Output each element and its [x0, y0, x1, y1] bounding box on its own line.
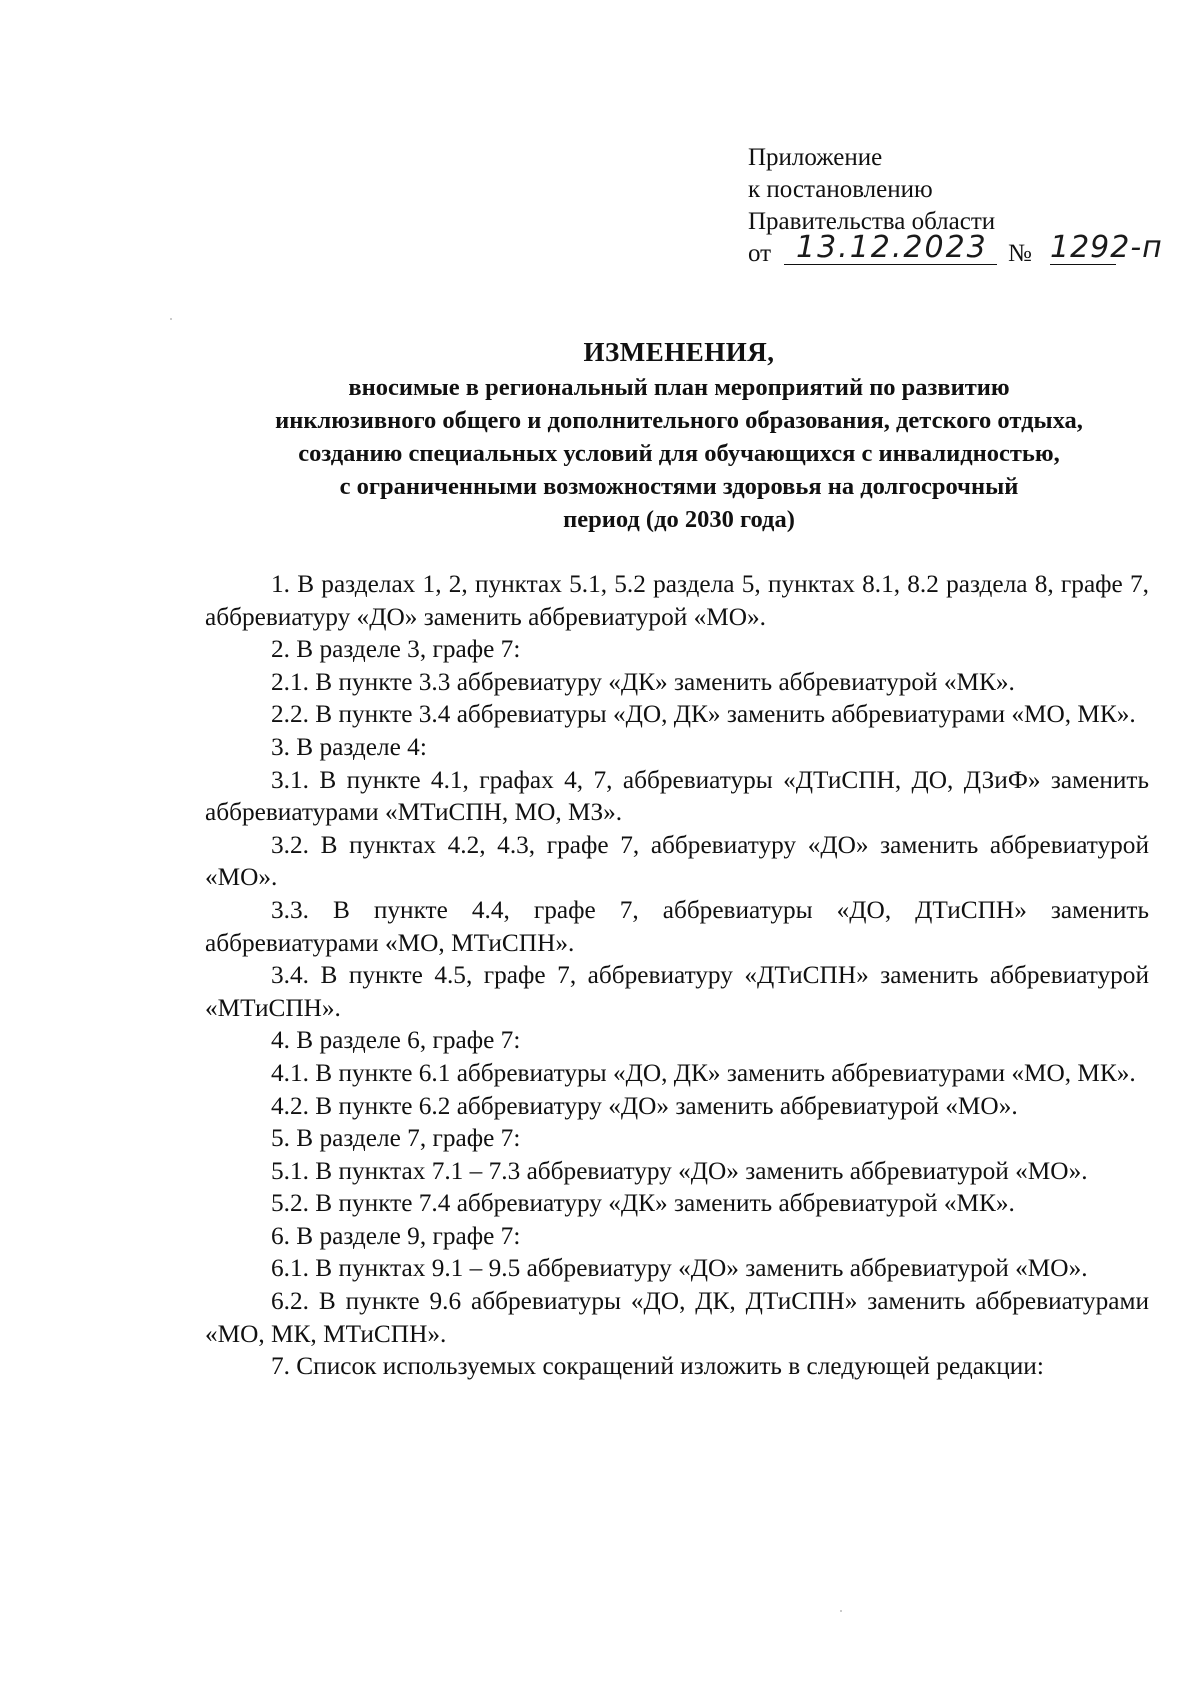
paragraph-2: 2. В разделе 3, графе 7: — [271, 635, 521, 664]
paragraph-3-3: 3.3. В пункте 4.4, графе 7, аббревиатуры «ДО, ДТиСПН» заменить аббревиатурами «МО, МТиСПН». — [205, 895, 1149, 957]
title-line-2: инклюзивного общего и дополнительного образования, детского отдыха, — [275, 407, 1083, 434]
appendix-line-2: к постановлению — [748, 176, 933, 203]
paragraph-4-2: 4.2. В пункте 6.2 аббревиатуру «ДО» заменить аббревиатурой «МО». — [271, 1091, 1018, 1120]
handwritten-number: 1292-п — [1050, 230, 1163, 265]
title-line-3: созданию специальных условий для обучающихся с инвалидностью, — [298, 440, 1060, 467]
title-line-5: период (до 2030 года) — [563, 506, 795, 533]
paragraph-3-2: 3.2. В пунктах 4.2, 4.3, графе 7, аббревиатуру «ДО» заменить аббревиатурой «МО». — [205, 830, 1149, 892]
date-underline — [784, 264, 997, 265]
paragraph-4-1: 4.1. В пункте 6.1 аббревиатуры «ДО, ДК» заменить аббревиатурами «МО, МК». — [271, 1058, 1136, 1087]
scan-speck — [170, 318, 172, 320]
paragraph-5-1: 5.1. В пунктах 7.1 – 7.3 аббревиатуру «ДО» заменить аббревиатурой «МО». — [271, 1156, 1088, 1185]
paragraph-3-4: 3.4. В пункте 4.5, графе 7, аббревиатуру «ДТиСПН» заменить аббревиатурой «МТиСПН». — [205, 961, 1149, 1022]
paragraph-6-1: 6.1. В пунктах 9.1 – 9.5 аббревиатуру «ДО» заменить аббревиатурой «МО». — [271, 1254, 1088, 1283]
number-underline — [1050, 264, 1116, 265]
paragraph-6: 6. В разделе 9, графе 7: — [271, 1221, 521, 1250]
document-title — [130, 333, 1200, 536]
paragraph-4: 4. В разделе 6, графе 7: — [271, 1026, 521, 1055]
paragraph-3: 3. В разделе 4: — [271, 732, 427, 761]
document-body — [205, 568, 1149, 1383]
scan-speck — [840, 1610, 842, 1612]
handwritten-date: 13.12.2023 — [796, 230, 988, 265]
paragraph-5-2: 5.2. В пункте 7.4 аббревиатуру «ДК» заменить аббревиатурой «МК». — [271, 1189, 1015, 1218]
title-heading: ИЗМЕНЕНИЯ, — [583, 337, 775, 367]
paragraph-6-2: 6.2. В пункте 9.6 аббревиатуры «ДО, ДК, ДТиСПН» заменить аббревиатурами «МО, МК, МТиСПН». — [205, 1287, 1149, 1348]
appendix-block — [748, 142, 1168, 272]
date-prefix: от — [748, 240, 772, 267]
appendix-line-3: Правительства области — [748, 208, 996, 235]
paragraph-5: 5. В разделе 7, графе 7: — [271, 1124, 521, 1153]
paragraph-2-1: 2.1. В пункте 3.3 аббревиатуру «ДК» заменить аббревиатурой «МК». — [271, 667, 1015, 696]
paragraph-3-1: 3.1. В пункте 4.1, графах 4, 7, аббревиатуры «ДТиСПН, ДО, ДЗиФ» заменить аббревиатурами «МТиСПН, МО, МЗ». — [205, 765, 1149, 827]
appendix-date-number-row — [748, 230, 1168, 272]
appendix-line-1: Приложение — [748, 144, 883, 171]
number-sign: № — [1008, 240, 1032, 267]
title-line-1: вносимые в региональный план мероприятий по развитию — [348, 374, 1010, 401]
paragraph-7: 7. Список используемых сокращений изложить в следующей редакции: — [271, 1352, 1044, 1381]
title-line-4: с ограниченными возможностями здоровья на долгосрочный — [339, 473, 1019, 500]
paragraph-2-2: 2.2. В пункте 3.4 аббревиатуры «ДО, ДК» заменить аббревиатурами «МО, МК». — [271, 700, 1136, 729]
paragraph-1: 1. В разделах 1, 2, пунктах 5.1, 5.2 раздела 5, пунктах 8.1, 8.2 раздела 8, графе 7, аббревиатуру «ДО» заменить аббревиатурой «МО». — [205, 570, 1149, 631]
